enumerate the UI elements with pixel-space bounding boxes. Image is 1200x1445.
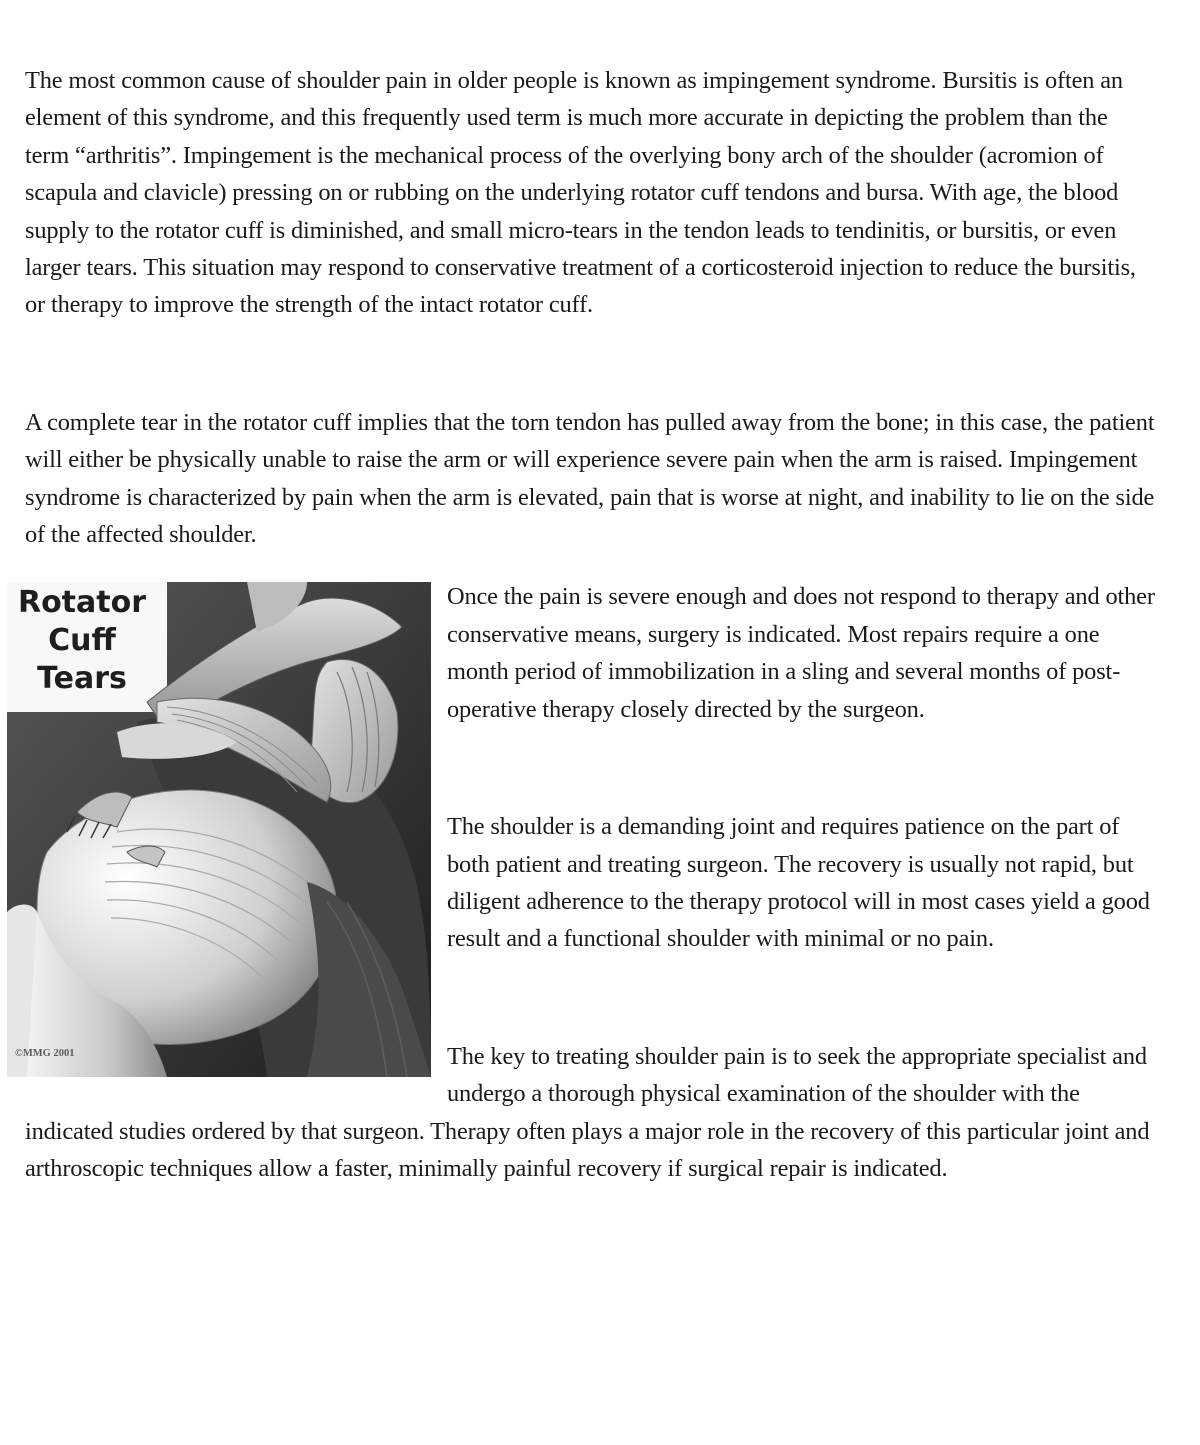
paragraph-impingement: The most common cause of shoulder pain in older people is known as impingement syndrome. Bursitis is often an element of this syndrome, and this frequently used term is much more accurate in depicting the problem than the term “arthritis”. Impingement is the mechanical process of the overlying bony arch of the shoulder (acromion of scapula and clavicle) pressing on or rubbing on the underlying rotator cuff tendons and bursa. With age, the blood supply to the rotator cuff is diminished, and small micro-tears in the tendon leads to tendinitis, or bursitis, or even larger tears. This situation may respond to conservative treatment of a corticosteroid injection to reduce the bursitis, or therapy to improve the strength of the intact rotator cuff. xyxy=(25,67,1136,319)
document-page xyxy=(15,62,1155,1187)
figure-title xyxy=(7,584,157,698)
figure-title-line-2: Cuff xyxy=(48,623,116,659)
rotator-cuff-illustration xyxy=(7,582,431,1077)
figure-title-line-3: Tears xyxy=(37,661,127,697)
paragraph-key: The key to treating shoulder pain is to seek the appropriate specialist and undergo a thorough physical examination of the shoulder with the indicated studies ordered by that surgeon. Therapy often plays a major role in the recovery of this particular joint and arthroscopic techniques allow a faster, minimally painful recovery if surgical repair is indicated. xyxy=(25,1042,1150,1182)
figure-title-line-1: Rotator xyxy=(17,585,147,621)
paragraph-recovery: The shoulder is a demanding joint and requires patience on the part of both patient and treating surgeon. The recovery is usually not rapid, but diligent adherence to the therapy protocol will in most cases yield a good result and a functional shoulder with minimal or no pain. xyxy=(447,813,1150,953)
figure-copyright: ©MMG 2001 xyxy=(15,1048,75,1060)
complete-tear-text: A complete tear in the rotator cuff implies that the torn tendon has pulled away from the bone; in this case, the patient will either be physically unable to raise the arm or will experience severe pain when the arm is raised. Impingement syndrome is characterized by pain when the arm is elevated, pain that is worse at night, and inability to lie on the side of the affected shoulder. xyxy=(25,408,1155,549)
paragraph-complete-tear xyxy=(25,404,1155,554)
paragraph-surgery: Once the pain is severe enough and does not respond to therapy and other conservative means, surgery is indicated. Most repairs require a one month period of immobilization in a sling and several months of post-operative therapy closely directed by the surgeon. xyxy=(447,583,1155,723)
